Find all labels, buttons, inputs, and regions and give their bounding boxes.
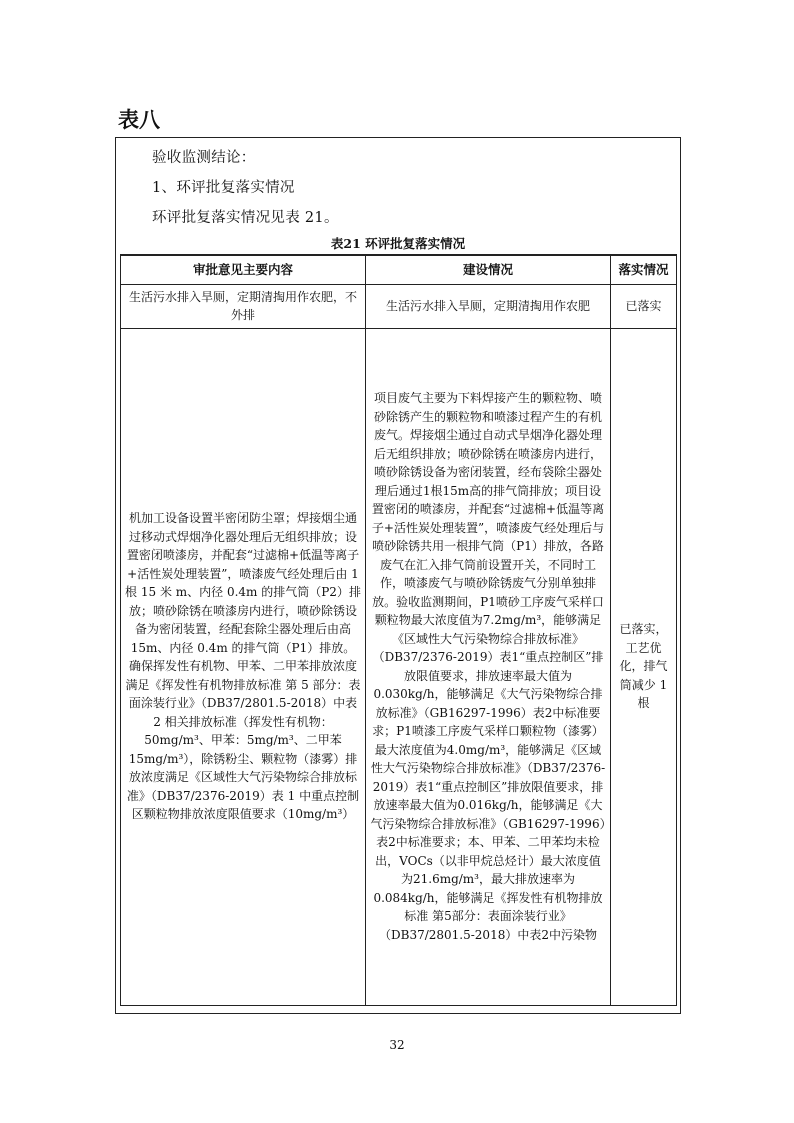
- cell-status: 已落实，工艺优化，排气筒减少 1 根: [611, 328, 677, 1005]
- table-row: [121, 284, 677, 328]
- section-title: 表八: [118, 108, 160, 132]
- cell-status: 已落实: [611, 284, 677, 328]
- intro-conclusion-heading: 验收监测结论：: [152, 150, 256, 166]
- table-row: [121, 328, 677, 1005]
- intro-subheading: 1、环评批复落实情况: [152, 180, 295, 196]
- table-caption: 表21 环评批复落实情况: [330, 236, 466, 251]
- cell-construction: 生活污水排入旱厕，定期清掏用作农肥: [366, 284, 611, 328]
- intro-reference-text: 环评批复落实情况见表 21。: [152, 210, 339, 226]
- approval-implementation-table: [120, 254, 677, 1006]
- header-implementation-status: 落实情况: [611, 255, 677, 284]
- cell-construction: 项目废气主要为下料焊接产生的颗粒物、喷砂除锈产生的颗粒物和喷漆过程产生的有机废气。焊接烟尘通过自动式旱烟净化器处理后无组织排放；喷砂除锈在喷漆房内进行，喷砂除锈设备为密闭装置，经布袋除尘器处理后通过1根15m高的排气筒排放；项目设置密闭的喷漆房，并配套“过滤棉+低温等离子+活性炭处理装置”，喷漆废气经处理后与喷砂除锈共用一根排气筒（P1）排放，各路废气在汇入排气筒前设置开关，不同时工作，喷漆废气与喷砂除锈废气分别单独排放。验收监测期间，P1喷砂工序废气采样口颗粒物最大浓度值为7.2mg/m³，能够满足《区域性大气污染物综合排放标准》（DB37/2376-2019）表1“重点控制区”排放限值要求，排放速率最大值为0.030kg/h，能够满足《大气污染物综合排放标准》（GB16297-1996）表2中标准要求；P1喷漆工序废气采样口颗粒物（漆雾）最大浓度值为4.0mg/m³，能够满足《区域性大气污染物综合排放标准》（DB37/2376-2019）表1“重点控制区”排放限值要求，排放速率最大值为0.016kg/h，能够满足《大气污染物综合排放标准》（GB16297-1996）表2中标准要求；本、甲苯、二甲苯均未检出，VOCs（以非甲烷总烃计）最大浓度值为21.6mg/m³，最大排放速率为0.084kg/h，能够满足《挥发性有机物排放标准 第5部分：表面涂装行业》（DB37/2801.5-2018）中表2中污染物: [366, 328, 611, 1005]
- page-number: 32: [389, 1038, 405, 1052]
- header-construction-status: 建设情况: [366, 255, 611, 284]
- table-header-row: [121, 255, 677, 284]
- cell-approval: 生活污水排入旱厕，定期清掏用作农肥，不外排: [121, 284, 366, 328]
- header-approval-content: 审批意见主要内容: [121, 255, 366, 284]
- cell-approval: 机加工设备设置半密闭防尘罩；焊接烟尘通过移动式焊烟净化器处理后无组织排放；设置密闭喷漆房，并配套“过滤棉+低温等离子+活性炭处理装置”，喷漆废气经处理后由 1 根 15 米 m、内径 0.4m 的排气筒（P2）排放；喷砂除锈在喷漆房内进行，喷砂除锈设备为密闭装置，经配套除尘器处理后由高 15m、内径 0.4m 的排气筒（P1）排放。确保挥发性有机物、甲苯、二甲苯排放浓度满足《挥发性有机物排放标准 第 5 部分：表面涂装行业》（DB37/2801.5-2018）中表 2 相关排放标准（挥发性有机物：50mg/m³、甲苯：5mg/m³、二甲苯 15mg/m³），除锈粉尘、颗粒物（漆雾）排放浓度满足《区域性大气污染物综合排放标准》（DB37/2376-2019）表 1 中重点控制区颗粒物排放浓度限值要求（10mg/m³）: [121, 328, 366, 1005]
